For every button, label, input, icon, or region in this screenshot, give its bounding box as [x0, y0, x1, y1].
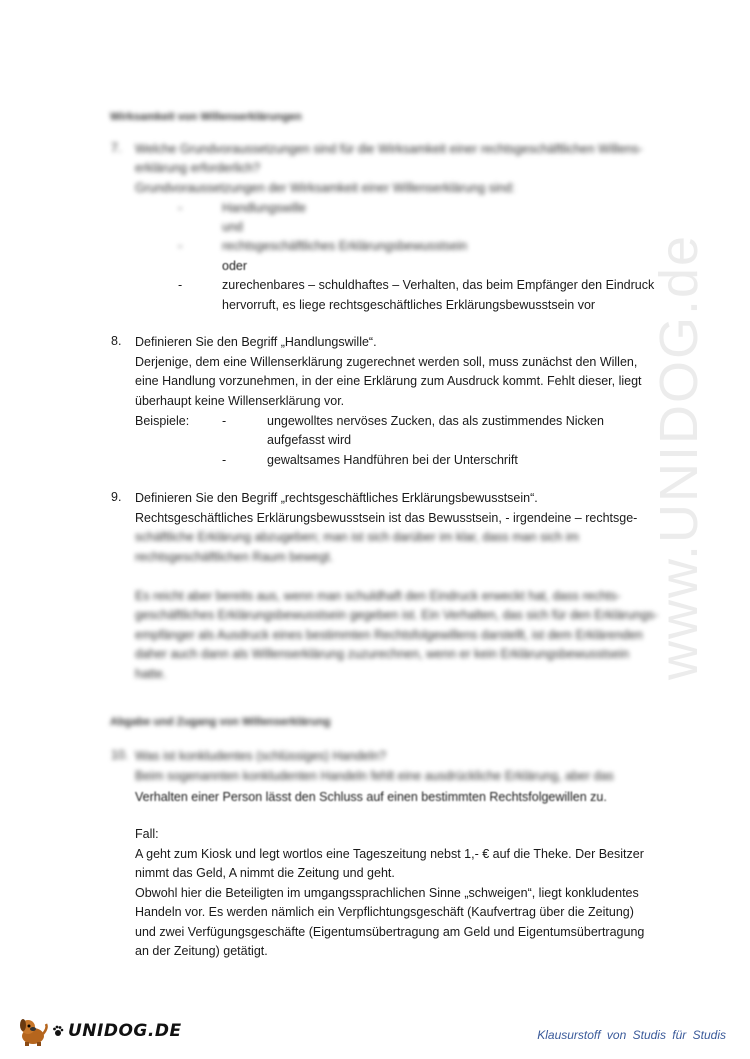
question-number: 8.	[111, 334, 122, 348]
dog-icon	[16, 1016, 50, 1046]
list-dash: -	[178, 201, 183, 215]
case-text: an der Zeitung) getätigt.	[135, 944, 268, 958]
case-text: Obwohl hier die Beteiligten im umgangssprachlichen Sinne „schweigen“, liegt konkludentes	[135, 886, 639, 900]
answer-text: schäftliche Erklärung abzugeben; man ist sich darüber im klar, dass man sich im	[135, 530, 579, 544]
watermark: www.UNIDOG.de	[649, 233, 709, 680]
example-item: aufgefasst wird	[267, 433, 352, 447]
answer-text: Grundvoraussetzungen der Wirksamkeit einer Willenserklärung sind:	[135, 181, 516, 195]
answer-text: empfänger als Ausdruck eines bestimmten Rechtsfolgewillens darstellt, ist dem Erklärenden	[135, 628, 643, 642]
example-item: ungewolltes nervöses Zucken, das als zustimmendes Nicken	[267, 414, 604, 428]
example-item: gewaltsames Handführen bei der Unterschrift	[267, 453, 518, 467]
list-dash: -	[178, 278, 183, 292]
list-item: Handlungswille	[222, 201, 307, 215]
answer-text: Beim sogenannten konkludenten Handeln fehlt eine ausdrückliche Erklärung, aber das	[135, 769, 614, 783]
question-text: Definieren Sie den Begriff „Handlungswille“.	[135, 335, 377, 349]
logo-text: UNIDOG.DE	[68, 1021, 182, 1041]
case-text: und zwei Verfügungsgeschäfte (Eigentumsübertragung am Geld und Eigentumsübertragung	[135, 925, 645, 939]
examples-label: Beispiele:	[135, 414, 190, 428]
question-text: Welche Grundvoraussetzungen sind für die Wirksamkeit einer rechtsgeschäftlichen Willens-	[135, 142, 643, 156]
question-text: Definieren Sie den Begriff „rechtsgeschäftliches Erklärungsbewusstsein“.	[135, 491, 538, 505]
case-text: nimmt das Geld, A nimmt die Zeitung und geht.	[135, 866, 395, 880]
section-heading: Wirksamkeit von Willenserklärungen	[110, 111, 302, 123]
answer-text: Verhalten einer Person lässt den Schluss auf einen bestimmten Rechtsfolgewillen zu.	[135, 790, 607, 804]
case-text: Handeln vor. Es werden nämlich ein Verpflichtungsgeschäft (Kaufvertrag über die Zeitung)	[135, 905, 634, 919]
list-dash: -	[222, 414, 227, 428]
answer-text: hatte.	[135, 667, 167, 681]
answer-text: Es reicht aber bereits aus, wenn man schuldhaft den Eindruck erweckt hat, dass rechts-	[135, 589, 621, 603]
list-item: hervorruft, es liege rechtsgeschäftliches Erklärungsbewusstsein vor	[222, 298, 596, 312]
case-text: A geht zum Kiosk und legt wortlos eine Tageszeitung nebst 1,- € auf die Theke. Der Besitzer	[135, 847, 644, 861]
answer-text: geschäftliches Erklärungsbewusstsein gegeben ist. Ein Verhalten, das sich für den Erklärungs-	[135, 608, 659, 622]
question-number: 7.	[111, 141, 122, 155]
answer-text: überhaupt keine Willenserklärung vor.	[135, 394, 345, 408]
list-connector: oder	[222, 259, 248, 273]
footer-tagline: Klausurstoff von Studis für Studis	[537, 1028, 726, 1042]
question-number: 9.	[111, 490, 122, 504]
question-number: 10.	[111, 748, 129, 762]
answer-text: eine Handlung vorzunehmen, in der eine Erklärung zum Ausdruck kommt. Fehlt dieser, liegt	[135, 374, 642, 388]
answer-text: Derjenige, dem eine Willenserklärung zugerechnet werden soll, muss zunächst den Willen,	[135, 355, 638, 369]
case-label: Fall:	[135, 827, 159, 841]
answer-text: rechtsgeschäftlichen Raum bewegt.	[135, 550, 334, 564]
list-dash: -	[222, 453, 227, 467]
paw-icon	[52, 1025, 64, 1037]
list-dash: -	[178, 239, 183, 253]
answer-text: Rechtsgeschäftliches Erklärungsbewusstsein ist das Bewusstsein, - irgendeine – rechtsge-	[135, 511, 638, 525]
question-text: Was ist konkludentes (schlüssiges) Handeln?	[135, 749, 387, 763]
list-item: zurechenbares – schuldhaftes – Verhalten, das beim Empfänger den Eindruck	[222, 278, 655, 292]
section-heading: Abgabe und Zugang von Willenserklärung	[110, 716, 331, 728]
footer-logo	[16, 1016, 182, 1046]
question-text: erklärung erforderlich?	[135, 161, 261, 175]
list-connector: und	[222, 220, 243, 234]
list-item: rechtsgeschäftliches Erklärungsbewusstsein	[222, 239, 468, 253]
answer-text: daher auch dann als Willenserklärung zuzurechnen, wenn er kein Erklärungsbewusstsein	[135, 647, 630, 661]
